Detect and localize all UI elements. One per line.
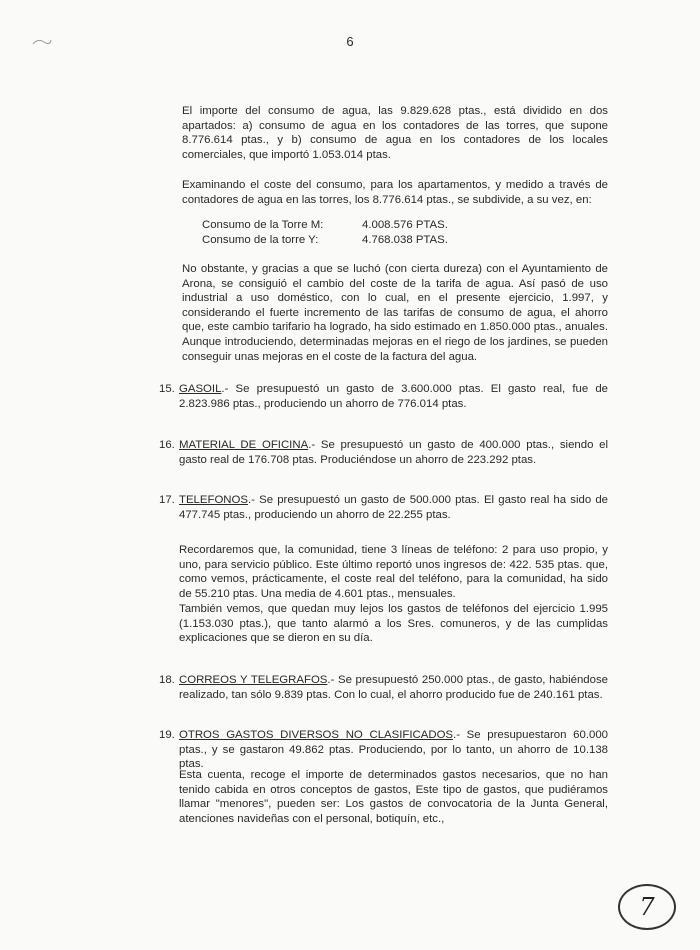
item-text: .- Se presupuestó un gasto de 3.600.000 ptas. El gasto real, fue de 2.823.986 ptas., produciendo un ahorro de 776.014 ptas. — [179, 383, 608, 410]
row-label: Consumo de la Torre M: — [202, 219, 324, 231]
item-title: OTROS GASTOS DIVERSOS NO CLASIFICADOS — [179, 729, 454, 741]
item-title: CORREOS Y TELEGRAFOS — [179, 674, 328, 686]
handwritten-page-stamp: 7 — [618, 884, 676, 930]
consumption-table — [202, 218, 448, 247]
paragraph-water-consumption: El importe del consumo de agua, las 9.829.628 ptas., está dividido en dos apartados: a) consumo de agua en los contadores de las torres, que supone 8.776.614 ptas., y b) consumo de agua en los contadores de los locales comerciales, que importó 1.053.014 ptas. — [182, 105, 608, 161]
paragraph-cost-analysis: Examinando el coste del consumo, para los apartamentos, y medido a través de contadores de agua en las torres, los 8.776.614 ptas., se subdivide, a su vez, en: — [182, 179, 608, 206]
item-number: 18. — [159, 674, 175, 686]
row-value: 4.008.576 PTAS. — [362, 219, 448, 231]
item-text: .- Se presupuestaron 60.000 ptas., y se gastaron 49.862 ptas. Produciendo, por lo tanto, un ahorro de 10.138 ptas. — [179, 729, 608, 771]
item-correos — [179, 673, 608, 702]
page-number: 6 — [346, 34, 354, 49]
paragraph-phone-history: También vemos, que quedan muy lejos los gastos de teléfonos del ejercicio 1.995 (1.153.030 ptas.), que tanto alarmó a los Sres. comuneros, y de las cumplidas explicaciones que se dieron en su día. — [179, 603, 608, 645]
item-title: TELEFONOS — [179, 494, 248, 506]
item-gasoil — [179, 382, 608, 411]
item-title: MATERIAL DE OFICINA — [179, 439, 309, 451]
paragraph-phone-lines: Recordaremos que, la comunidad, tiene 3 líneas de teléfono: 2 para uso propio, y uno, para servicio público. Este último reportó unos ingresos de: 422. 535 ptas. que, como vemos, prácticamente, el coste real del teléfono, para la comunidad, ha sido de 55.210 ptas. Una media de 4.601 ptas., mensuales. — [179, 544, 608, 600]
item-title: GASOIL — [179, 383, 222, 395]
item-material-oficina — [179, 438, 608, 467]
item-text: .- Se presupuestó un gasto de 500.000 ptas. El gasto real ha sido de 477.745 ptas., produciendo un ahorro de 22.255 ptas. — [179, 494, 608, 521]
paragraph-tariff-change: No obstante, y gracias a que se luchó (con cierta dureza) con el Ayuntamiento de Arona, se consiguió el cambio del coste de la tarifa de agua. Así pasó de uso industrial a uso doméstico, con lo cual, en el presente ejercicio, 1.997, y considerando el fuerte incremento de las tarifas de consumo de agua, el ahorro que, este cambio tarifario ha logrado, ha sido estimado en 1.850.000 ptas., anuales. Aunque introduciendo, determinadas mejoras en el riego de los jardines, se pueden conseguir unas mejoras en el coste de la factura del agua. — [182, 263, 608, 363]
table-row — [202, 233, 448, 248]
item-number: 19. — [159, 729, 175, 741]
row-value: 4.768.038 PTAS. — [362, 233, 448, 246]
item-text: .- Se presupuestó 250.000 ptas., de gasto, habiéndose realizado, tan sólo 9.839 ptas. Con lo cual, el ahorro producido fue de 240.161 ptas. — [179, 674, 608, 701]
item-number: 15. — [159, 383, 175, 395]
paragraph-misc-expenses: Esta cuenta, recoge el importe de determinados gastos necesarios, que no han tenido cabida en otros conceptos de gastos, Este tipo de gastos, que pudiéramos llamar "menores", pueden ser: Los gastos de convocatoria de la Junta General, atenciones navideñas con el personal, botiquín, etc., — [179, 769, 608, 825]
item-text: .- Se presupuestó un gasto de 400.000 ptas., siendo el gasto real de 176.708 ptas. Produciéndose un ahorro de 223.292 ptas. — [179, 439, 608, 466]
row-label: Consumo de la torre Y: — [202, 233, 319, 246]
item-otros-gastos — [179, 728, 608, 772]
table-row — [202, 218, 448, 233]
item-number: 17. — [159, 494, 175, 506]
item-telefonos — [179, 493, 608, 522]
item-number: 16. — [159, 439, 175, 451]
